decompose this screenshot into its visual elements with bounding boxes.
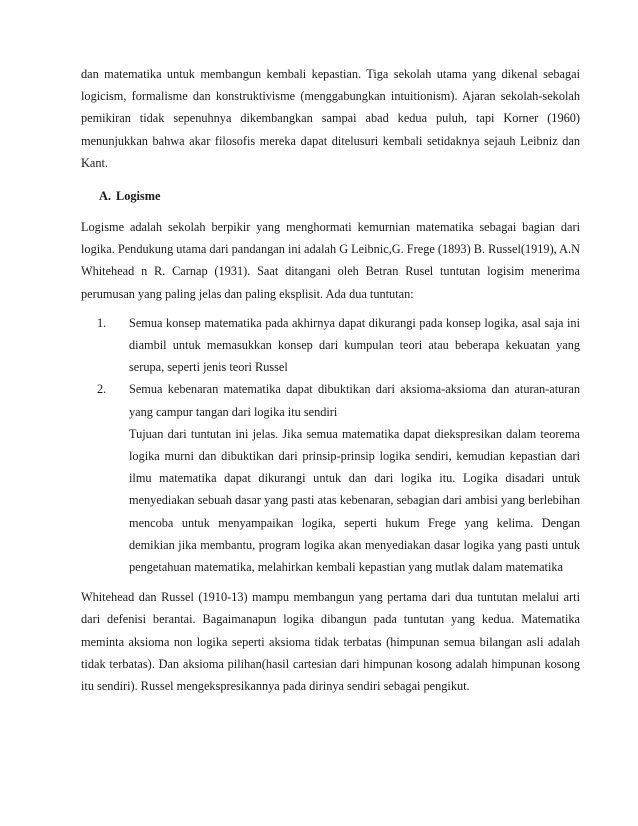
- list-item-number: 2.: [97, 382, 107, 397]
- list-item: [97, 312, 580, 379]
- section-heading-title: Logisme: [116, 189, 161, 204]
- section-heading: [99, 185, 580, 207]
- paragraph-logisme: Logisme adalah sekolah berpikir yang menghormati kemurnian matematika sebagai bagian dari logika. Pendukung utama dari pandangan ini adalah G Leibnic,G. Frege (1893) B. Russel(1919), A.N Whitehead n R. Carnap (1931). Saat ditangani oleh Betran Rusel tuntutan logisim menerima perumusan yang paling jelas dan paling eksplisit. Ada dua tuntutan:: [81, 220, 580, 301]
- list-item-continuation: Tujuan dari tuntutan ini jelas. Jika semua matematika dapat diekspresikan dalam teorema logika murni dan dibuktikan dari prinsip-prinsip logika sendiri, kemudian kepastian dari ilmu matematika dapat dikurangi untuk dan dari logika itu. Logika disadari untuk menyediakan sebuah dasar yang pasti atas kebenaran, sebagian dari ambisi yang berlebihan mencoba untuk menyampaikan logika, seperti hukum Frege yang kelima. Dengan demikian jika membantu, program logika akan menyediakan dasar logika yang pasti untuk pengetahuan matematika, melahirkan kembali kepastian yang mutlak dalam matematika: [129, 426, 580, 575]
- list-item-text: Semua konsep matematika pada akhirnya dapat dikurangi pada konsep logika, asal saja ini diambil untuk memasukkan konsep dari kumpulan teori atau beberapa kekuatan yang serupa, seperti jenis teori Russel: [129, 315, 580, 375]
- paragraph-closing: Whitehead dan Russel (1910-13) mampu membangun yang pertama dari dua tuntutan melalui arti dari defenisi berantai. Bagaimanapun logika dibangun pada tuntutan yang kedua. Matematika meminta aksioma non logika seperti aksioma tidak terbatas (himpunan semua bilangan asli adalah tidak terbatas). Dan aksioma pilihan(hasil cartesian dari himpunan kosong adalah himpunan kosong itu sendiri). Russel mengekspresikannya pada dirinya sendiri sebagai pengikut.: [81, 590, 580, 694]
- list-item-text: Semua kebenaran matematika dapat dibuktikan dari aksioma-aksioma dan aturan-aturan yang campur tangan dari logika itu sendiri: [129, 382, 580, 419]
- section-heading-letter: A.: [99, 189, 111, 204]
- claims-list: [81, 312, 580, 578]
- paragraph-intro: dan matematika untuk membangun kembali kepastian. Tiga sekolah utama yang dikenal sebagai logicism, formalisme dan konstruktivisme (menggabungkan intuitionism). Ajaran sekolah-sekolah pemikiran tidak sepenuhnya dikembangkan sampai abad kedua puluh, tapi Korner (1960) menunjukkan bahwa akar filosofis mereka dapat ditelusuri kembali setidaknya sejauh Leibniz dan Kant.: [81, 67, 580, 170]
- list-item-number: 1.: [97, 315, 107, 330]
- list-item: [97, 378, 580, 578]
